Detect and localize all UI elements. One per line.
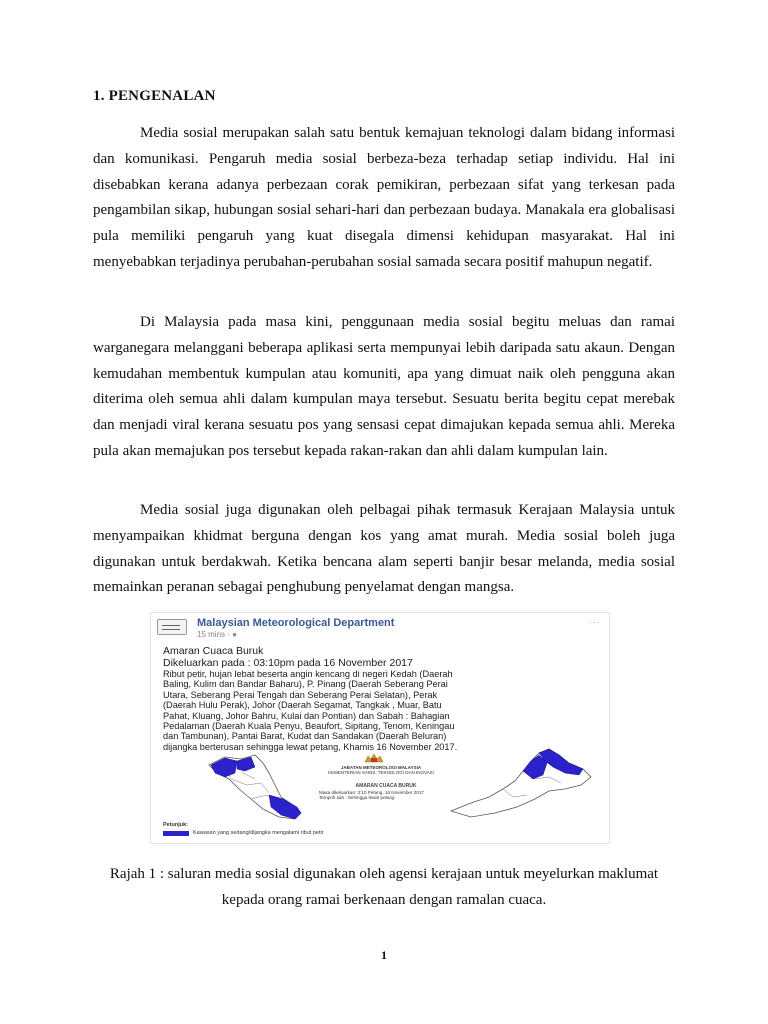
paragraph-1: Media sosial merupakan salah satu bentuk kemajuan teknologi dalam bidang informasi dan komunikasi. Pengaruh media sosial berbeza-beza terhadap setiap individu. Hal ini disebabkan kerana adanya perbezaan corak pemikiran, perbezaan sifat yang terkesan pada pengambilan sikap, hubungan sosial sehari-hari dan perbezaan budaya. Manakala era globalisasi pula memiliki pengaruh yang kuat disegala dimensi kehidupan masyarakat. Hal ini menyebabkan terjadinya perubahan-perubahan sosial samada secara positif mahupun negatif.	[93, 125, 675, 270]
legend-swatch-icon	[163, 831, 189, 836]
post-line: Ribut petir, hujan lebat beserta angin kencang di negeri Kedah (Daerah	[163, 669, 453, 679]
warning-area-johor	[269, 795, 301, 819]
more-options-icon: ···	[589, 617, 601, 627]
post-line: Pedalaman (Daerah Kuala Penyu, Beaufort, Sipitang, Tenom, Keningau	[163, 721, 455, 732]
map-warning-label: AMARAN CUACA BURUK	[355, 783, 417, 789]
post-line: Pahat, Kluang, Johor Bahru, Kulai dan Pontian) dan Sabah : Bahagian	[163, 710, 450, 721]
post-time: 15 mins · ●	[197, 630, 237, 639]
post-line: Amaran Cuaca Buruk	[163, 645, 264, 657]
post-header	[157, 617, 603, 643]
post-line: dan Tambunan), Pantai Barat, Kudat dan Sandakan (Daerah Beluran)	[163, 731, 447, 742]
legend-row	[163, 830, 324, 836]
post-line: dijangka berterusan sehingga lewat petang, Khamis 16 November 2017.	[163, 741, 458, 752]
map-legend	[163, 822, 324, 836]
post-line: (Daerah Hulu Perak), Johor (Daerah Segamat, Tangkak , Muar, Batu	[163, 700, 442, 711]
weather-warning-screenshot	[150, 612, 610, 844]
paragraph-2: Di Malaysia pada masa kini, penggunaan media sosial begitu meluas dan ramai warganegara melanggani beberapa aplikasi serta mempunyai lebih daripada satu akaun. Dengan kemudahan membentuk kumpulan atau komuniti, apa yang dimuat naik oleh pengguna akan diterima oleh semua ahli dalam kumpulan maya tersebut. Sesuatu berita begitu cepat merebak dan menjadi viral kerana sesuatu pos yang sensasi cepat dimajukan kepada semua ahli. Mereka pula akan memajukan pos tersebut kepada rakan-rakan dan ahli dalam kumpulan lain.	[93, 314, 675, 459]
figure-caption-line-1: Rajah 1 : saluran media sosial digunakan oleh agensi kerajaan untuk meyelurkan maklumat	[109, 866, 659, 882]
malaysia-warning-map	[151, 733, 609, 823]
post-line: Utara, Seberang Perai Tengah dan Seberang Perai Selatan), Perak	[163, 689, 438, 700]
legend-title: Petunjuk:	[163, 822, 189, 828]
map-agency-title: JABATAN METEOROLOGI MALAYSIA KEMENTERIAN SAINS, TEKNOLOGI DAN INOVASI	[328, 765, 434, 775]
section-heading: 1. PENGENALAN	[93, 88, 216, 104]
met-department-logo-icon	[157, 619, 187, 635]
legend-label: Kawasan yang sedang/dijangka mengalami ribut petir	[193, 830, 324, 836]
map-issued-info: Masa dikeluarkan: 3:10 Petang, 16 November 2017 Tempoh sah : Sehingga lewat petang	[319, 790, 424, 801]
east-malaysia-shape	[451, 749, 591, 817]
paragraph-3: Media sosial juga digunakan oleh pelbagai pihak termasuk Kerajaan Malaysia untuk menyampaikan khidmat berguna dengan kos yang amat murah. Media sosial boleh juga digunakan untuk berdakwah. Ketika bencana alam seperti banjir besar melanda, media sosial memainkan peranan sebagai penghubung penyelamat dengan mangsa.	[93, 502, 675, 596]
poster-name: Malaysian Meteorological Department	[197, 617, 395, 629]
post-line: Baling, Kulim dan Bandar Baharu), P. Pinang (Daerah Seberang Perai	[163, 679, 448, 690]
post-line: Dikeluarkan pada : 03:10pm pada 16 November 2017	[163, 657, 413, 669]
page-number: 1	[381, 948, 387, 962]
figure-caption-line-2: kepada orang ramai berkenaan dengan ramalan cuaca.	[221, 892, 547, 908]
globe-icon: ●	[232, 630, 237, 639]
